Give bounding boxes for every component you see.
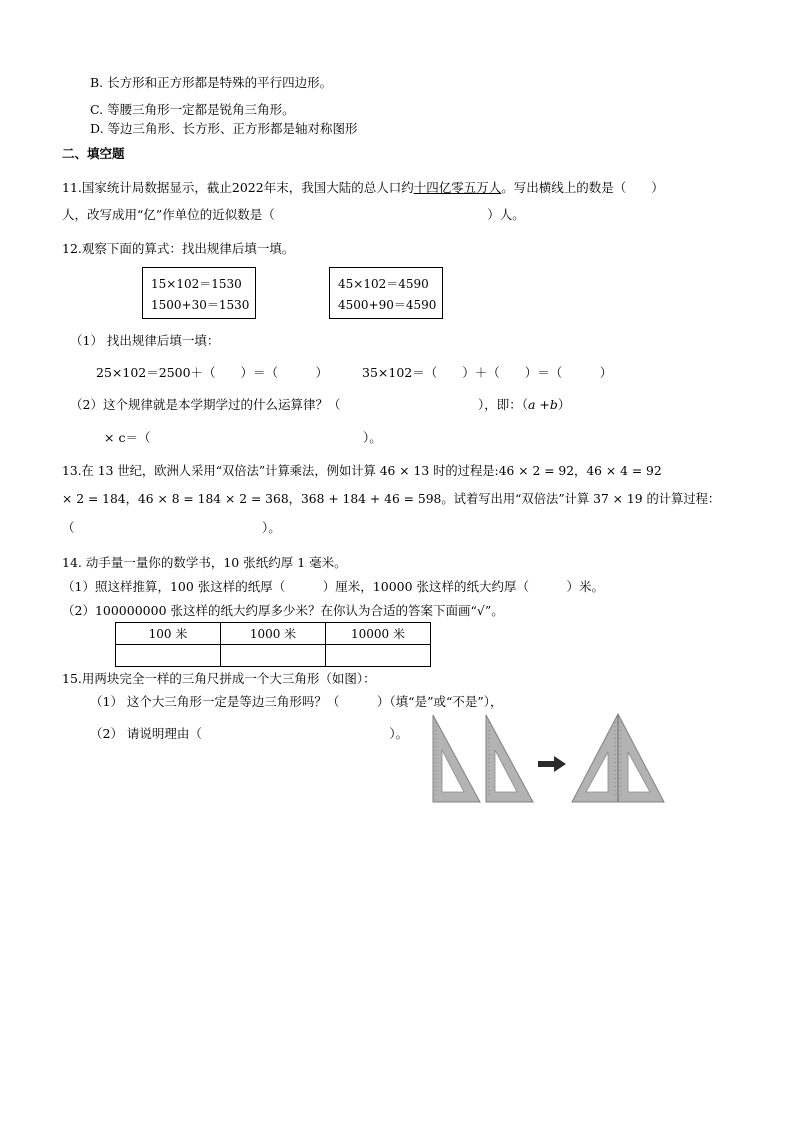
q12-example-box-1 [142,267,256,319]
q15-figure [428,712,668,804]
option-c: C. 等腰三角形一定都是锐角三角形。 [90,102,295,117]
arrow-right-icon [538,756,566,772]
q14-sub1: （1）照这样推算，100 张这样的纸厚（ ）厘米，10000 张这样的纸大约厚（ ）米。 [62,579,605,594]
combined-triangle-icon [572,714,664,802]
q13-line3: （ ）。 [62,520,281,535]
table-answer-cell[interactable] [221,645,326,667]
q12-sub1-label: （1） 找出规律后填一填： [70,333,220,348]
q12-box2-line2: 4500+90＝4590 [338,298,437,312]
q12-box2-line1: 45×102＝4590 [338,277,429,291]
q14-title: 14. 动手量一量你的数学书，10 张纸约厚 1 毫米。 [62,555,347,570]
q15-title: 15.用两块完全一样的三角尺拼成一个大三角形（如图）： [62,671,376,686]
triangle-ruler-icon [433,715,480,802]
table-header-row [116,623,431,645]
q14-sub2: （2）100000000 张这样的纸大约厚多少米？在你认为合适的答案下面画“√”。 [62,603,504,618]
table-answer-cell[interactable] [116,645,221,667]
q12-box1-line1: 15×102＝1530 [151,277,242,291]
q12-example-box-2 [329,267,443,319]
q11-underlined: 十四亿零五万人 [413,180,502,195]
q13-line2: × 2 = 184，46 × 8 = 184 × 2 = 368，368 + 184 + 46 = 598。试着写出用“双倍法”计算 37 × 19 的计算过程： [62,492,721,506]
q11-prefix: 11.国家统计局数据显示，截止2022年末，我国大陆的总人口约 [62,180,414,195]
section-title: 二、填空题 [62,146,125,161]
q12-box1-line2: 1500+30＝1530 [151,298,250,312]
q12-sub1-eq2: 35×102＝（ ）＋（ ）＝（ ） [362,365,613,380]
q12-sub2-b: b [549,397,558,412]
table-header-cell: 1000 米 [221,623,326,645]
q12-sub2-a: a [527,397,536,412]
q12-sub2-text: （2）这个规律就是本学期学过的什么运算律？（ ），即：（ [70,397,528,412]
q14-answer-table [115,622,431,667]
q11-line2: 人，改写成用“亿”作单位的近似数是（ ）人。 [62,207,525,222]
q12-sub2-plus: + [535,397,550,412]
q12-sub1-eq1: 25×102＝2500＋（ ）＝（ ） [96,365,329,380]
table-answer-row [116,645,431,667]
q13-line1: 13.在 13 世纪，欧洲人采用“双倍法”计算乘法，例如计算 46 × 13 时的过程是:46 × 2 = 92，46 × 4 = 92 [62,464,662,478]
q11-line1 [62,180,664,195]
table-answer-cell[interactable] [326,645,431,667]
table-header-cell: 100 米 [116,623,221,645]
option-d: D. 等边三角形、长方形、正方形都是轴对称图形 [90,121,358,136]
q12-sub2-line1 [70,397,570,412]
triangle-ruler-icon [486,715,533,802]
q12-sub2-line2: × c＝（ ）。 [104,430,382,445]
q15-sub1: （1） 这个大三角形一定是等边三角形吗？（ ）（填“是”或“不是”）， [90,694,503,709]
option-b: B. 长方形和正方形都是特殊的平行四边形。 [90,75,333,90]
table-header-cell: 10000 米 [326,623,431,645]
q12-sub2-close: ） [557,397,571,412]
q11-suffix: 。写出横线上的数是（ ） [501,180,664,195]
q15-sub2: （2） 请说明理由（ ）。 [90,726,409,741]
q12-title: 12.观察下面的算式：找出规律后填一填。 [62,241,295,256]
